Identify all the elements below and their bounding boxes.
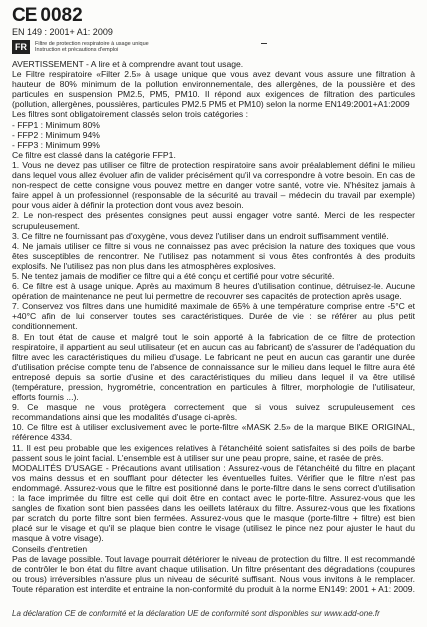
instruction-item-5: 5. Ne tentez jamais de modifier ce filtre qui a été conçu et certifié pour votre sécurité. bbox=[12, 270, 335, 281]
instruction-item-10: 10. Ce filtre est à utiliser exclusivement avec le porte-filtre «MASK 2.5» de la marque BIKE ORIGINAL, référence 4334. bbox=[12, 422, 415, 443]
warning-heading: AVERTISSEMENT - A lire et à comprendre avant tout usage. bbox=[12, 59, 244, 69]
subtitle-line-2: Instruction et précautions d'emploi bbox=[35, 47, 119, 53]
instruction-item-8: 8. En tout état de cause et malgré tout le soin apporté à la fabrication de ce filtre de protection respiratoire, il appartient au seul utilisateur (et en aucun cas au fabricant) de s'assurer de l'adéquation du filtre avec les caractéristiques du milieu d'usage. Le fabricant ne peut en aucun cas garantir une durée d'utilisation précise compte tenu de l'absence de connaissance sur le milieu dans lequel le filtre aura été entreposé depuis sa sortie d'usine et des caractéristiques du milieu dans lequel il va être utilisé (température, pression, hygrométrie, concentration en particules à filtrer, morphologie de l'utilisateur, efforts fournis ...). bbox=[12, 331, 415, 403]
classes-title: Les filtres sont obligatoirement classés selon trois catégories : bbox=[12, 109, 248, 120]
instruction-item-2: 2. Le non-respect des présentes consignes peut aussi engager votre santé. Merci de les respecter scrupuleusement. bbox=[12, 210, 415, 231]
maintenance-paragraph: Pas de lavage possible. Tout lavage pourrait détériorer le niveau de protection du filtre. Il est recommandé de contrôler le bon état du filtre avant chaque utilisation. Un filtre présentant des dégradations (coupures ou trous) irréversibles n'assure plus un niveau de sécurité suffisant. Nous vous invitons à le remplacer. Toute réparation est interdite et entraine la non-conformité du produit à la norme EN149: 2001 + A1: 2009. bbox=[12, 553, 415, 594]
language-badge: FR bbox=[12, 40, 30, 54]
notified-body-code: 0082 bbox=[40, 5, 83, 26]
instruction-item-7: 7. Conservez vos filtres dans une humidité maximale de 65% à une température comprise entre -5°C et +40°C afin de lui conserver toutes ses caractéristiques. Durée de vie : se référer au plus petit conditionnement. bbox=[12, 301, 415, 332]
instruction-item-3: 3. Ce filtre ne fournissant pas d'oxygène, vous devez l'utiliser dans un endroit suffisamment ventilé. bbox=[12, 230, 389, 241]
ce-mark: CE bbox=[12, 5, 37, 26]
standard-reference: EN 149 : 2001+ A1: 2009 bbox=[12, 27, 113, 37]
instruction-item-1: 1. Vous ne devez pas utiliser ce filtre de protection respiratoire sans avoir préalablement défini le milieu dans lequel vous allez évoluer afin de valider précisément qu'il va correspondre à votre besoin. En cas de non-respect de cette consigne vous pouvez mettre en danger votre santé, votre vie. N'hésitez jamais à faire appel à un professionnel (responsable de la sécurité au travail – médecin du travail par exemple) pour vous aider à définir la protection dont vous avez besoin. bbox=[12, 159, 415, 211]
class-note: Ce filtre est classé dans la catégorie FFP1. bbox=[12, 149, 176, 160]
conformity-declaration: La déclaration CE de conformité et la déclaration UE de conformité sont disponibles sur www.add-one.fr bbox=[12, 609, 380, 618]
instruction-item-6: 6. Ce filtre est à usage unique. Après au maximum 8 heures d'utilisation continue, détruisez-le. Aucune opération de maintenance ne peut lui permettre de recouvrer ses capacités de protection après usage. bbox=[12, 281, 415, 302]
usage-paragraph: MODALITÉS D'USAGE - Précautions avant utilisation : Assurez-vous de l'étanchéité du filtre en plaçant vos mains dessus et en soufflant pour détecter les éventuelles fuites. Vérifier que le filtre n'est pas endommagé. Assurez-vous que le filtre est positionné dans le porte-filtre dans le sens correct d'utilisation : la face imprimée du filtre est celle qui doit être en contact avec le porte-filtre. Assurez-vous que les sangles de fixation sont bien passées dans les oeillets latéraux du filtre. Assurez-vous que les fixations par scratch du porte filtre sont bien fermées. Assurez-vous que le masque (porte-filtre + filtre) est bien placé sur le visage et qu'il se plaque bien contre le visage (utilisez le pince nez pour ajuster le haut du masque à votre visage). bbox=[12, 462, 415, 544]
instruction-item-11: 11. Il est peu probable que les exigences relatives à l'étanchéité soient satisfaites si des poils de barbe passent sous le joint facial. L'ensemble est à utiliser sur une peau propre, saine, et rasée de près. bbox=[12, 442, 415, 463]
intro-paragraph: Le Filtre respiratoire «Filter 2.5» à usage unique que vous avez devant vous assure une filtration à hauteur de 80% minimum de la pollution environnementale, des allergènes, de la poussière et des particules en suspension PM2.5, PM5, PM10. Il répond aux exigences de filtration des particules (pollution, allergènes, poussières, particules PM2.5 PM5 et PM10) selon la norme EN149:2001+A1:2009 bbox=[12, 69, 415, 110]
class-item: - FFP3 : Minimum 99% bbox=[12, 139, 100, 150]
maintenance-title: Conseils d'entretien bbox=[12, 543, 88, 554]
class-item: - FFP1 : Minimum 80% bbox=[12, 119, 100, 130]
language-block bbox=[12, 40, 415, 54]
header-dash bbox=[261, 43, 267, 44]
document-body bbox=[12, 59, 415, 594]
instruction-item-4: 4. Ne jamais utiliser ce filtre si vous ne connaissez pas avec précision la nature des toxiques que vous êtes susceptibles de rencontrer. Ne l'utilisez pas notamment si vous êtes confrontés à des produits explosifs. Ne l'utilisez pas non plus dans les atmosphères explosives. bbox=[12, 240, 415, 271]
instruction-item-9: 9. Ce masque ne vous protègera correctement que si vous suivez scrupuleusement ces recommandations ainsi que les modalités d'usage ci-après. bbox=[12, 402, 415, 423]
subtitle-line-1: Filtre de protection respiratoire à usage unique bbox=[35, 40, 149, 47]
header-mark bbox=[12, 6, 415, 25]
class-item: - FFP2 : Minimum 94% bbox=[12, 129, 100, 140]
classes-list bbox=[12, 120, 415, 150]
subtitle bbox=[35, 41, 149, 54]
